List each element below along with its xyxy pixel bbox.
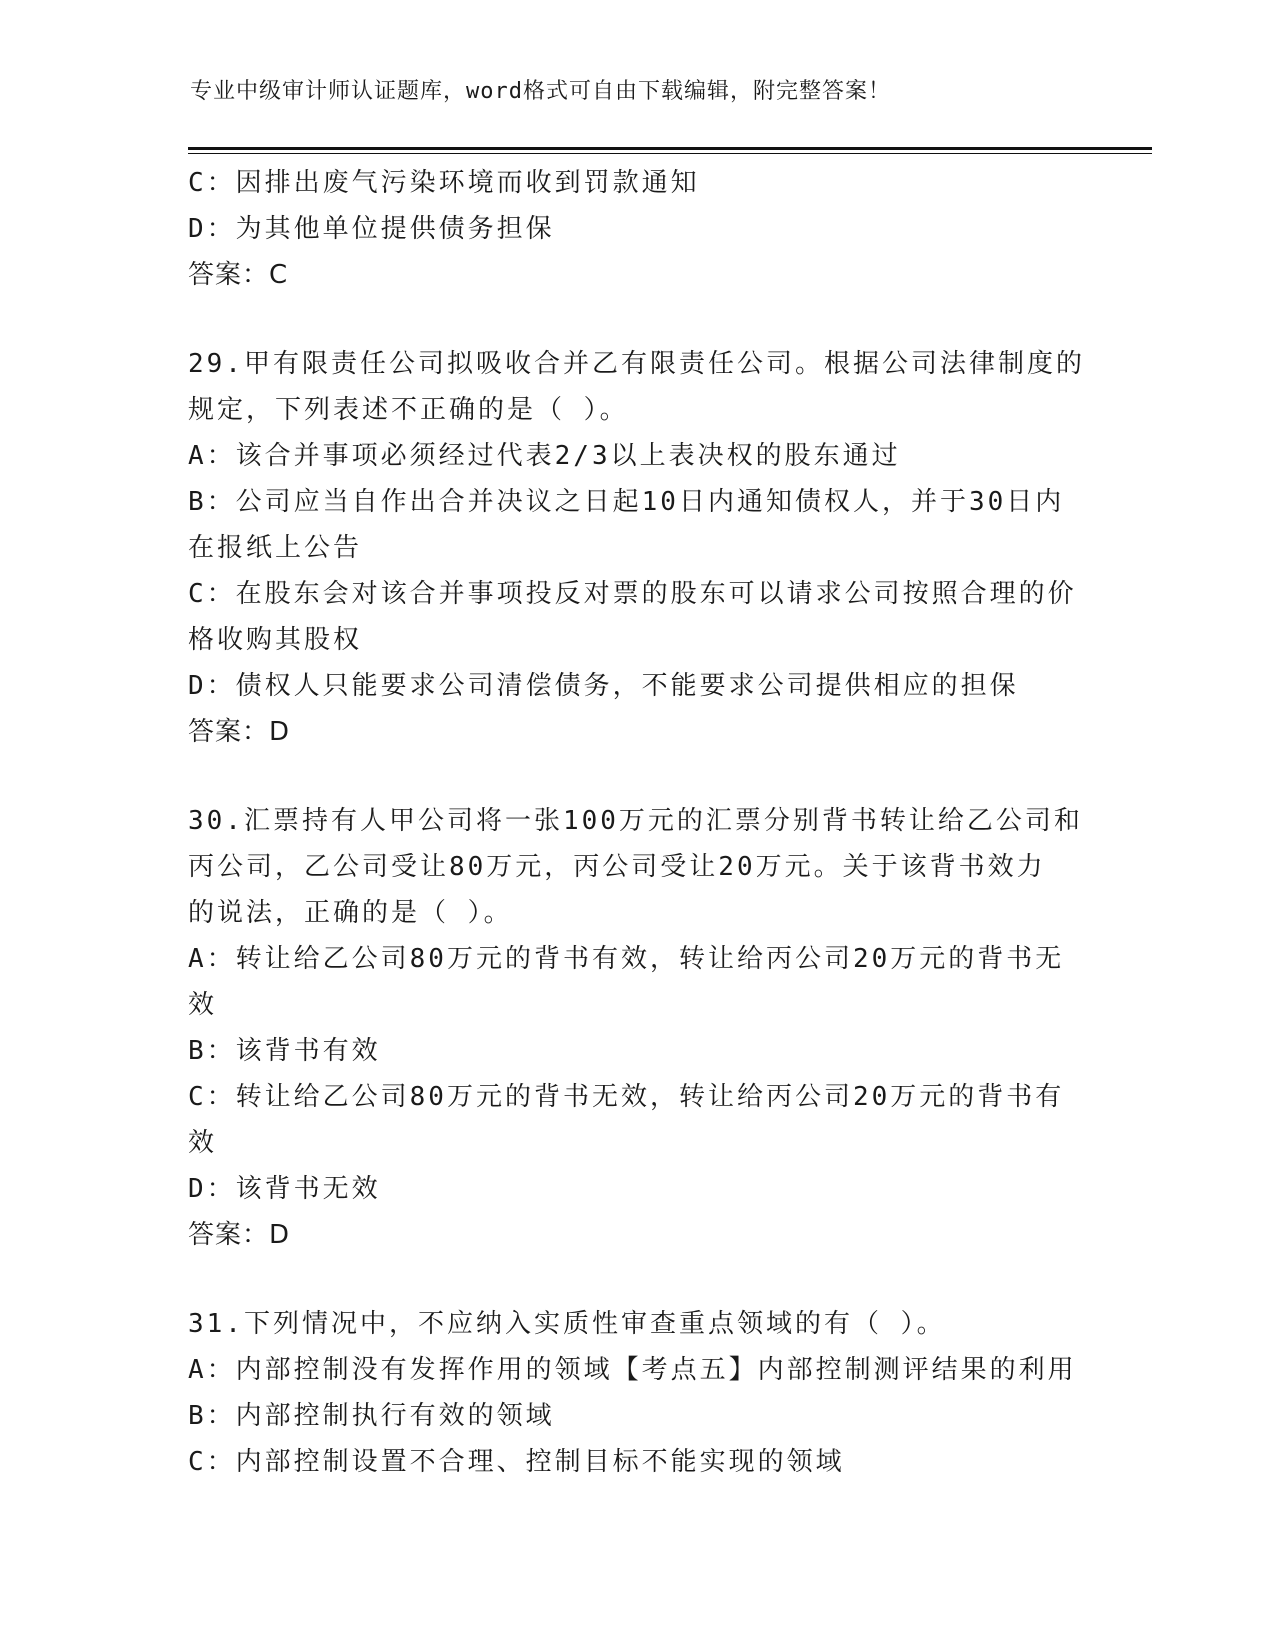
option-c-cont: 格收购其股权 (188, 625, 363, 655)
question-content (188, 160, 1088, 1485)
option-c: C：转让给乙公司80万元的背书无效，转让给丙公司20万元的背书有 (188, 1082, 1065, 1112)
header-divider-thin (188, 153, 1152, 154)
option-c: C：在股东会对该合并事项投反对票的股东可以请求公司按照合理的价 (188, 579, 1077, 609)
option-b: B：公司应当自作出合并决议之日起10日内通知债权人，并于30日内 (188, 487, 1065, 517)
option-b-cont: 在报纸上公告 (188, 533, 363, 563)
option-d: D：该背书无效 (188, 1174, 381, 1204)
answer-line: 答案：C (188, 260, 289, 290)
option-d: D：债权人只能要求公司清偿债务，不能要求公司提供相应的担保 (188, 671, 1019, 701)
question-stem-cont: 的说法，正确的是（ ）。 (188, 898, 513, 928)
question-stem-cont: 规定，下列表述不正确的是（ ）。 (188, 395, 629, 425)
option-a: A：内部控制没有发挥作用的领域【考点五】内部控制测评结果的利用 (188, 1355, 1077, 1385)
page-header: 专业中级审计师认证题库，word格式可自由下载编辑，附完整答案！ (190, 79, 891, 104)
question-stem: 29.甲有限责任公司拟吸收合并乙有限责任公司。根据公司法律制度的 (188, 349, 1085, 379)
option-c: C：内部控制设置不合理、控制目标不能实现的领域 (188, 1447, 845, 1477)
spacer (188, 1258, 1088, 1301)
question-stem: 30.汇票持有人甲公司将一张100万元的汇票分别背书转让给乙公司和 (188, 806, 1083, 836)
question-28-tail (188, 160, 1088, 298)
question-stem: 31.下列情况中，不应纳入实质性审查重点领域的有（ ）。 (188, 1309, 946, 1339)
option-c: C：因排出废气污染环境而收到罚款通知 (188, 168, 700, 198)
option-a: A：转让给乙公司80万元的背书有效，转让给丙公司20万元的背书无 (188, 944, 1065, 974)
option-b: B：该背书有效 (188, 1036, 381, 1066)
question-30 (188, 798, 1088, 1258)
option-b: B：内部控制执行有效的领域 (188, 1401, 555, 1431)
answer-line: 答案：D (188, 717, 291, 747)
option-a: A：该合并事项必须经过代表2/3以上表决权的股东通过 (188, 441, 901, 471)
spacer (188, 755, 1088, 798)
answer-line: 答案：D (188, 1220, 291, 1250)
header-divider-thick (188, 147, 1152, 150)
question-stem-cont: 丙公司，乙公司受让80万元，丙公司受让20万元。关于该背书效力 (188, 852, 1046, 882)
question-31 (188, 1301, 1088, 1485)
spacer (188, 298, 1088, 341)
option-a-cont: 效 (188, 990, 218, 1020)
question-29 (188, 341, 1088, 755)
option-d: D：为其他单位提供债务担保 (188, 214, 555, 244)
option-c-cont: 效 (188, 1128, 218, 1158)
